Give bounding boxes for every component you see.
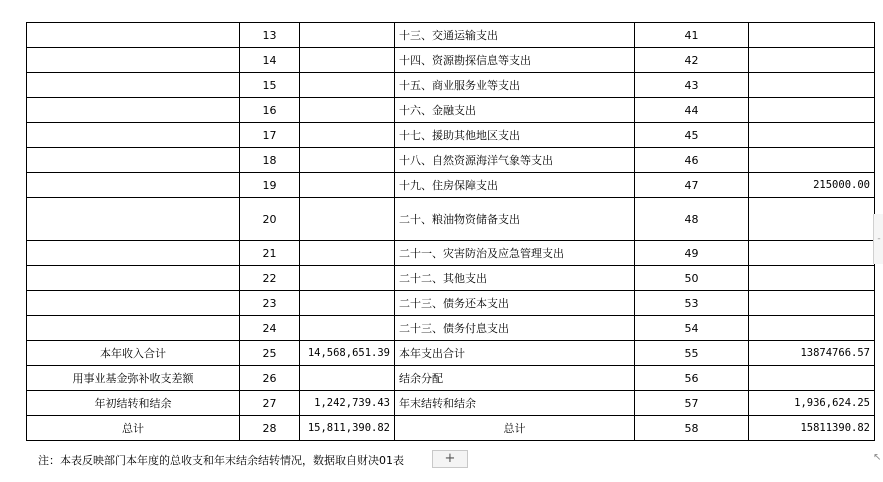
income-line-no-cell[interactable]: 26 <box>240 366 300 391</box>
income-line-no-cell[interactable]: 17 <box>240 123 300 148</box>
expense-line-no-cell[interactable]: 58 <box>635 416 749 441</box>
income-amount-cell[interactable] <box>300 123 395 148</box>
income-line-no-cell[interactable]: 19 <box>240 173 300 198</box>
expense-amount-cell[interactable] <box>749 23 875 48</box>
income-amount-cell[interactable] <box>300 48 395 73</box>
expense-line-no-cell[interactable]: 48 <box>635 198 749 241</box>
expense-item-cell[interactable]: 二十三、债务付息支出 <box>395 316 635 341</box>
expense-line-no-cell[interactable]: 50 <box>635 266 749 291</box>
expense-amount-cell[interactable]: 13874766.57 <box>749 341 875 366</box>
expense-line-no-cell[interactable]: 55 <box>635 341 749 366</box>
expense-item-cell[interactable]: 本年支出合计 <box>395 341 635 366</box>
expense-amount-cell[interactable] <box>749 123 875 148</box>
table-row <box>27 98 875 123</box>
income-amount-cell[interactable] <box>300 316 395 341</box>
expense-item-cell[interactable]: 二十三、债务还本支出 <box>395 291 635 316</box>
income-item-cell[interactable] <box>27 173 240 198</box>
expense-item-cell[interactable]: 十七、援助其他地区支出 <box>395 123 635 148</box>
expense-amount-cell[interactable] <box>749 266 875 291</box>
table-row <box>27 316 875 341</box>
income-amount-cell[interactable] <box>300 173 395 198</box>
income-line-no-cell[interactable]: 18 <box>240 148 300 173</box>
income-amount-cell[interactable] <box>300 23 395 48</box>
income-line-no-cell[interactable]: 21 <box>240 241 300 266</box>
expense-line-no-cell[interactable]: 42 <box>635 48 749 73</box>
expense-amount-cell[interactable] <box>749 73 875 98</box>
resize-corner-icon[interactable]: ↖ <box>873 452 882 463</box>
table-row <box>27 416 875 441</box>
expense-line-no-cell[interactable]: 54 <box>635 316 749 341</box>
table-row <box>27 291 875 316</box>
expense-item-cell[interactable]: 十四、资源勘探信息等支出 <box>395 48 635 73</box>
income-amount-cell[interactable]: 15,811,390.82 <box>300 416 395 441</box>
income-line-no-cell[interactable]: 13 <box>240 23 300 48</box>
income-item-cell[interactable] <box>27 291 240 316</box>
income-line-no-cell[interactable]: 15 <box>240 73 300 98</box>
income-line-no-cell[interactable]: 16 <box>240 98 300 123</box>
income-line-no-cell[interactable]: 23 <box>240 291 300 316</box>
expense-amount-cell[interactable] <box>749 98 875 123</box>
income-amount-cell[interactable] <box>300 98 395 123</box>
expense-line-no-cell[interactable]: 44 <box>635 98 749 123</box>
income-line-no-cell[interactable]: 25 <box>240 341 300 366</box>
revenue-expenditure-table <box>26 22 875 441</box>
expense-line-no-cell[interactable]: 45 <box>635 123 749 148</box>
table-row <box>27 366 875 391</box>
income-item-cell[interactable] <box>27 148 240 173</box>
table-row <box>27 173 875 198</box>
income-item-cell[interactable] <box>27 316 240 341</box>
expense-line-no-cell[interactable]: 57 <box>635 391 749 416</box>
expense-item-cell[interactable]: 年末结转和结余 <box>395 391 635 416</box>
income-item-cell[interactable] <box>27 198 240 241</box>
add-sheet-button[interactable]: + <box>432 450 468 468</box>
table-row <box>27 198 875 241</box>
expense-item-cell[interactable]: 十九、住房保障支出 <box>395 173 635 198</box>
expense-amount-cell[interactable] <box>749 316 875 341</box>
expense-amount-cell[interactable] <box>749 366 875 391</box>
expense-item-cell[interactable]: 十八、自然资源海洋气象等支出 <box>395 148 635 173</box>
income-item-cell[interactable] <box>27 98 240 123</box>
expense-item-cell[interactable]: 十六、金融支出 <box>395 98 635 123</box>
income-amount-cell[interactable] <box>300 73 395 98</box>
income-amount-cell[interactable] <box>300 148 395 173</box>
expense-line-no-cell[interactable]: 49 <box>635 241 749 266</box>
expense-amount-cell[interactable] <box>749 148 875 173</box>
expense-amount-cell[interactable]: 1,936,624.25 <box>749 391 875 416</box>
income-line-no-cell[interactable]: 14 <box>240 48 300 73</box>
table-row <box>27 73 875 98</box>
income-item-cell[interactable]: 用事业基金弥补收支差额 <box>27 366 240 391</box>
income-line-no-cell[interactable]: 24 <box>240 316 300 341</box>
income-line-no-cell[interactable]: 22 <box>240 266 300 291</box>
table-row <box>27 341 875 366</box>
income-item-cell[interactable] <box>27 266 240 291</box>
expense-item-cell[interactable]: 二十、粮油物资储备支出 <box>395 198 635 241</box>
income-line-no-cell[interactable]: 28 <box>240 416 300 441</box>
income-line-no-cell[interactable]: 20 <box>240 198 300 241</box>
income-item-cell[interactable] <box>27 48 240 73</box>
income-item-cell[interactable]: 总计 <box>27 416 240 441</box>
expense-line-no-cell[interactable]: 53 <box>635 291 749 316</box>
table-footnote: 注：本表反映部门本年度的总收支和年末结余结转情况，数据取自财决01表 <box>38 454 404 467</box>
expense-item-cell[interactable]: 总计 <box>395 416 635 441</box>
scroll-handle-label: - <box>877 234 881 244</box>
expense-amount-cell[interactable]: 215000.00 <box>749 173 875 198</box>
income-line-no-cell[interactable]: 27 <box>240 391 300 416</box>
income-item-cell[interactable] <box>27 73 240 98</box>
expense-amount-cell[interactable] <box>749 48 875 73</box>
income-amount-cell[interactable] <box>300 241 395 266</box>
table-row <box>27 241 875 266</box>
expense-item-cell[interactable]: 二十二、其他支出 <box>395 266 635 291</box>
income-item-cell[interactable] <box>27 123 240 148</box>
table-row <box>27 48 875 73</box>
income-item-cell[interactable] <box>27 241 240 266</box>
table-row <box>27 123 875 148</box>
table-row <box>27 391 875 416</box>
income-amount-cell[interactable] <box>300 198 395 241</box>
expense-line-no-cell[interactable]: 47 <box>635 173 749 198</box>
table-row <box>27 266 875 291</box>
expense-item-cell[interactable]: 二十一、灾害防治及应急管理支出 <box>395 241 635 266</box>
expense-amount-cell[interactable] <box>749 291 875 316</box>
spreadsheet-grid <box>26 22 875 441</box>
income-item-cell[interactable]: 本年收入合计 <box>27 341 240 366</box>
income-amount-cell[interactable] <box>300 266 395 291</box>
income-item-cell[interactable]: 年初结转和结余 <box>27 391 240 416</box>
income-amount-cell[interactable]: 14,568,651.39 <box>300 341 395 366</box>
expense-line-no-cell[interactable]: 41 <box>635 23 749 48</box>
expense-amount-cell[interactable]: 15811390.82 <box>749 416 875 441</box>
vertical-scroll-handle[interactable] <box>873 214 883 264</box>
expense-item-cell[interactable]: 十五、商业服务业等支出 <box>395 73 635 98</box>
income-amount-cell[interactable]: 1,242,739.43 <box>300 391 395 416</box>
expense-item-cell[interactable]: 十三、交通运输支出 <box>395 23 635 48</box>
income-amount-cell[interactable] <box>300 291 395 316</box>
expense-item-cell[interactable]: 结余分配 <box>395 366 635 391</box>
expense-line-no-cell[interactable]: 56 <box>635 366 749 391</box>
expense-amount-cell[interactable] <box>749 241 875 266</box>
table-row <box>27 23 875 48</box>
expense-line-no-cell[interactable]: 43 <box>635 73 749 98</box>
income-amount-cell[interactable] <box>300 366 395 391</box>
table-row <box>27 148 875 173</box>
expense-line-no-cell[interactable]: 46 <box>635 148 749 173</box>
expense-amount-cell[interactable] <box>749 198 875 241</box>
income-item-cell[interactable] <box>27 23 240 48</box>
